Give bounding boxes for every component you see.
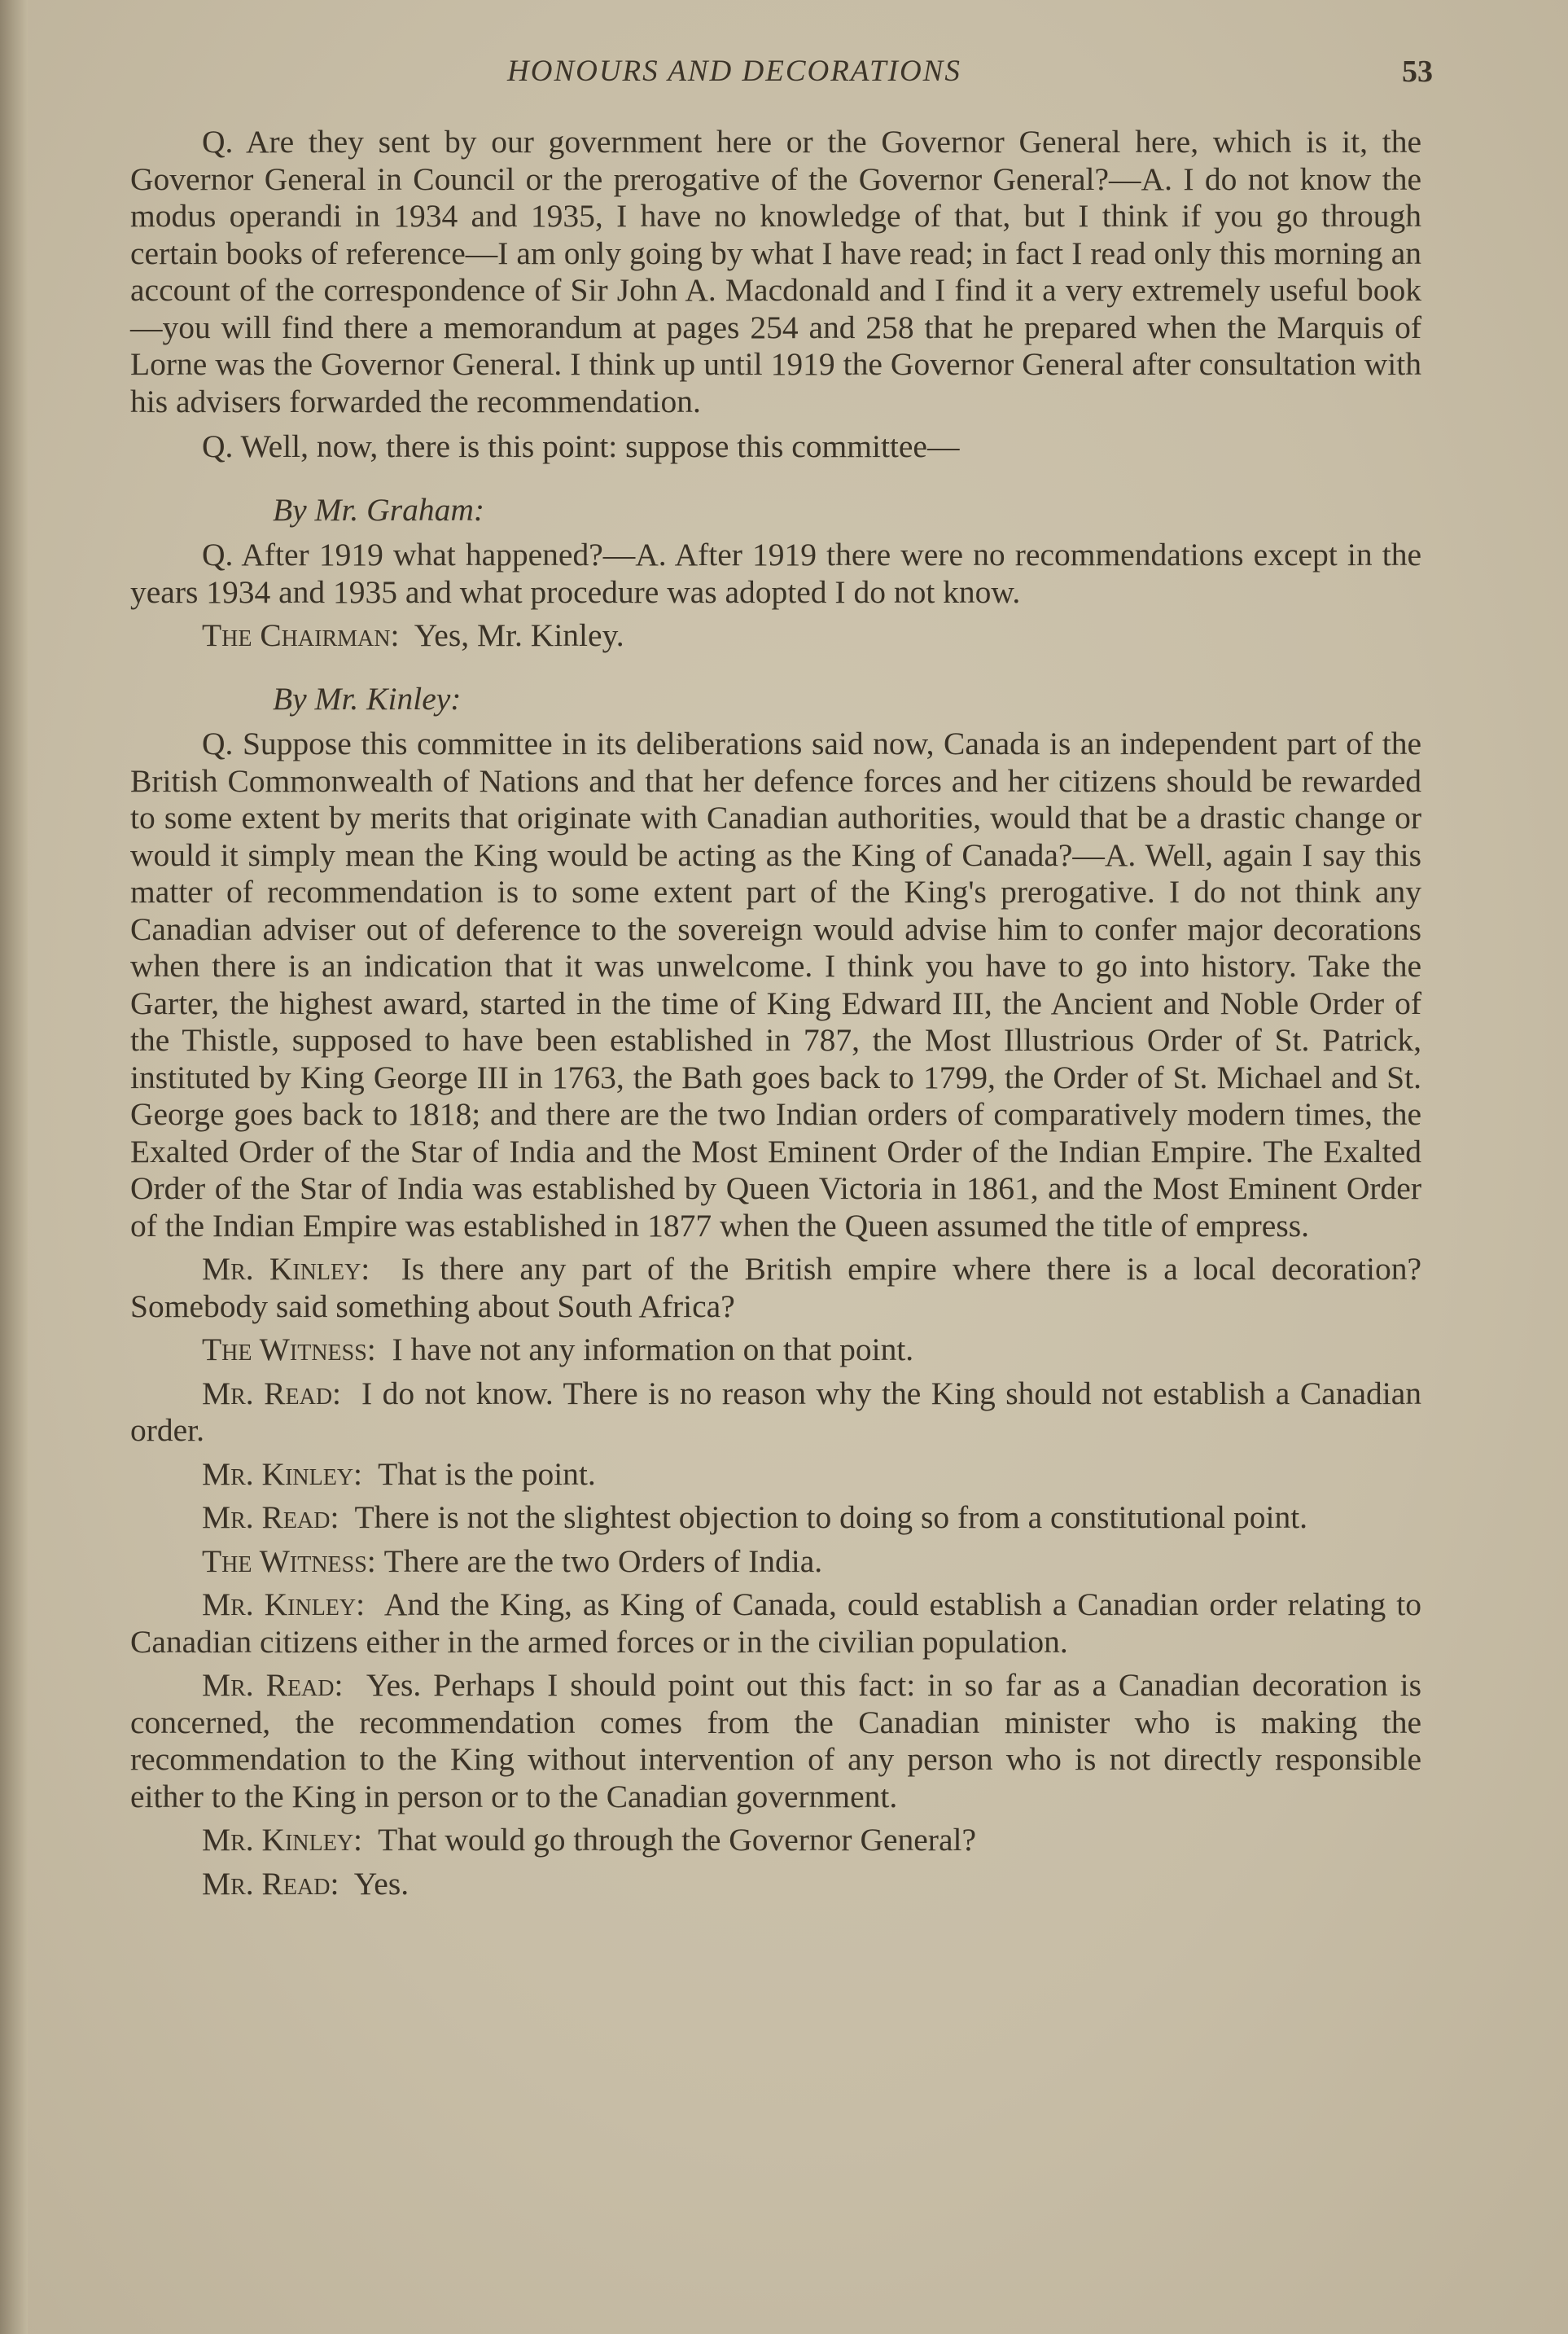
speech-kinley-governor-general (130, 1822, 1421, 1859)
page-header (130, 54, 1433, 99)
speaker-name: Mr. Kinley: (202, 1251, 370, 1287)
speaker-name: Mr. Kinley: (202, 1586, 366, 1622)
paragraph-q-after-1919: Q. After 1919 what happened?—A. After 1919 there were no recommendations except in the years 1934 and 1935 and what procedure was adopted I do not know. (130, 537, 1421, 610)
speech-kinley-that-is-the-point (130, 1456, 1421, 1494)
speaker-name: Mr. Kinley: (202, 1455, 363, 1492)
examiner-heading-graham: By Mr. Graham: (273, 491, 485, 528)
running-head: HONOURS AND DECORATIONS (507, 55, 961, 88)
speech-witness-two-orders (130, 1543, 1421, 1581)
speech-kinley-establish-order (130, 1586, 1421, 1661)
book-spine-shadow (0, 0, 28, 2334)
speaker-name: Mr. Read: (202, 1667, 344, 1703)
page-body (130, 124, 1421, 1902)
examiner-heading-kinley: By Mr. Kinley: (273, 680, 462, 717)
speech-witness-no-information (130, 1332, 1421, 1369)
page-number: 53 (1402, 55, 1433, 89)
speaker-name: The Witness: (202, 1542, 376, 1579)
paragraph-q-suppose-committee: Q. Suppose this committee in its deliberations said now, Canada is an independent part of the British Commonwealth of Nations and that her defence forces and her citizens should be rewarded to some extent by merits that originate with Canadian authorities, would that be a drastic change or would it simply mean the King would be acting as the King of Canada?—A. Well, again I say this matter of recommendation is to some extent part of the King's prerogative. I do not think any Canadian adviser out of deference to the sovereign would advise him to confer major decorations when there is an indication that it was unwelcome. I think you have to go into history. Take the Garter, the highest award, started in the time of King Edward III, the Ancient and Noble Order of the Thistle, supposed to have been established in 787, the Most Illustrious Order of St. Patrick, instituted by King George III in 1763, the Bath goes back to 1799, the Order of St. Michael and St. George goes back to 1818; and there are the two Indian orders of comparatively modern times, the Exalted Order of the Star of India and the Most Eminent Order of the Indian Empire. The Exalted Order of the Star of India was established by Queen Victoria in 1861, and the Most Eminent Order of the Indian Empire was established in 1877 when the Queen assumed the title of empress. (130, 726, 1421, 1244)
speech-text: That is the point. (378, 1455, 596, 1492)
speech-text: I have not any information on that point. (392, 1332, 914, 1367)
paragraph-q-governor-general: Q. Are they sent by our government here or the Governor General here, which is it, the Governor General in Council or the prerogative of the Governor General?—A. I do not know the modus operandi in 1934 and 1935, I have no knowledge of that, but I think if you go through certain books of reference—I am only going by what I have read; in fact I read only this morning an account of the correspondence of Sir John A. Macdonald and I find it a very extremely useful book—you will find there a memorandum at pages 254 and 258 that he prepared when the Marquis of Lorne was the Governor General. I think up until 1919 the Governor General after consultation with his advisers forwarded the recommendation. (130, 124, 1421, 419)
speech-read-no-objection (130, 1499, 1421, 1537)
speaker-name: The Chairman: (202, 617, 400, 653)
speech-text: That would go through the Governor General? (378, 1822, 976, 1858)
speech-text: I do not know. There is no reason why the King should not establish a Canadian order. (130, 1375, 1421, 1448)
speaker-name: Mr. Read: (202, 1375, 342, 1411)
speech-text: Yes, Mr. Kinley. (414, 617, 624, 653)
speech-text: There is not the slightest objection to doing so from a constitutional point. (354, 1499, 1308, 1535)
speaker-name: The Witness: (202, 1332, 376, 1367)
speaker-name: Mr. Read: (202, 1499, 339, 1535)
speech-text: Is there any part of the British empire where there is a local decoration? Somebody said something about South Africa? (130, 1251, 1421, 1324)
speech-read-canadian-order (130, 1375, 1421, 1450)
speaker-name: Mr. Read: (202, 1865, 339, 1902)
paragraph-q-well-now: Q. Well, now, there is this point: suppose this committee— (202, 428, 960, 464)
speaker-name: Mr. Kinley: (202, 1822, 363, 1858)
speech-text: And the King, as King of Canada, could establish a Canadian order relating to Canadian citizens either in the armed forces or in the civilian population. (130, 1586, 1421, 1660)
speech-text: There are the two Orders of India. (383, 1542, 823, 1579)
speech-text: Yes. Perhaps I should point out this fact: in so far as a Canadian decoration is concerned, the recommendation comes from the Canadian minister who is making the recommendation to the King without intervention of any person who is not directly responsible either to the King in person or to the Canadian government. (130, 1667, 1421, 1814)
speech-read-yes (130, 1866, 1421, 1903)
speech-chairman (130, 617, 1421, 655)
speech-kinley-local-decoration (130, 1251, 1421, 1325)
speech-text: Yes. (353, 1865, 410, 1902)
speech-read-recommendation (130, 1667, 1421, 1815)
